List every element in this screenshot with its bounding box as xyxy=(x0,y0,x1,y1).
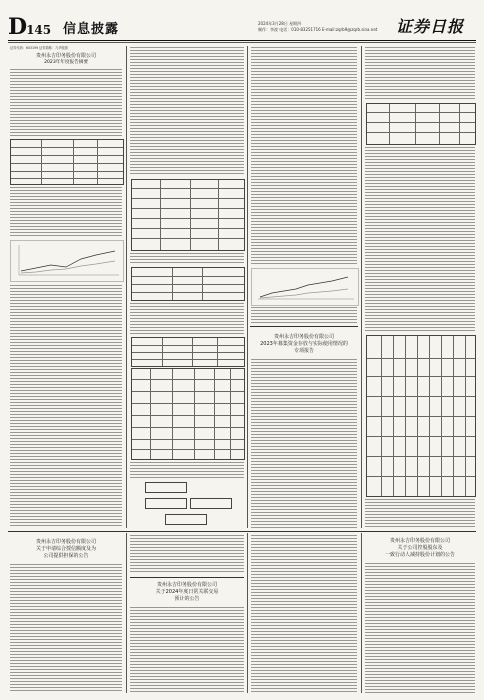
masthead-rule-thin xyxy=(8,42,476,43)
top-left-company: 贵州永吉印务股份有限公司 xyxy=(10,53,122,59)
column-divider xyxy=(247,533,248,693)
text-block xyxy=(130,302,244,334)
text-block xyxy=(130,461,244,479)
text-block xyxy=(10,68,122,136)
text-block xyxy=(251,534,357,693)
text-block xyxy=(365,562,475,693)
bottom-left-title-line1: 关于申请综合授信额度及为 xyxy=(10,546,122,552)
org-chart-box xyxy=(190,498,232,509)
bottom-right-title-line1: 关于公司控股股东及 xyxy=(365,545,475,551)
text-block xyxy=(251,306,357,324)
bottom-center-company: 贵州永吉印务股份有限公司 xyxy=(131,582,243,588)
article-divider xyxy=(250,326,358,327)
column-divider xyxy=(361,533,362,693)
data-table xyxy=(131,337,245,367)
org-chart-box xyxy=(145,498,187,509)
bottom-center-title-line1: 关于2024年度日常关联交易 xyxy=(131,589,243,595)
bottom-left-company: 贵州永吉印务股份有限公司 xyxy=(10,539,122,545)
bottom-right-title-line2: 一致行动人减持股份计划的公告 xyxy=(365,552,475,558)
masthead-rule xyxy=(8,40,476,41)
data-table xyxy=(131,179,245,251)
column-divider xyxy=(361,46,362,528)
center-title-line2: 专项报告 xyxy=(252,348,356,354)
text-block xyxy=(365,146,475,332)
text-block xyxy=(365,46,475,100)
text-block xyxy=(10,284,122,527)
top-left-title: 2023年年度报告摘要 xyxy=(10,60,122,66)
text-block xyxy=(130,252,244,264)
page-number: D145 xyxy=(8,14,52,40)
center-company: 贵州永吉印务股份有限公司 xyxy=(252,334,356,340)
column-divider xyxy=(247,46,248,528)
line-chart-svg xyxy=(11,241,123,281)
org-chart-box xyxy=(165,514,207,525)
large-table xyxy=(366,335,476,497)
text-block xyxy=(365,498,475,528)
masthead xyxy=(0,0,484,40)
org-chart-box xyxy=(145,482,187,493)
contact-line: 制作：李波 电话：010-83251716 E-mail:zqrb9@zqrb.sina.net xyxy=(258,27,378,32)
masthead-meta xyxy=(258,21,377,33)
text-block xyxy=(130,534,244,574)
column-divider xyxy=(126,46,127,528)
center-title-line1: 2023年募集资金存放与实际使用情况的 xyxy=(252,341,356,347)
bottom-left-title-line2: 公司提供担保的公告 xyxy=(10,553,122,559)
data-table xyxy=(131,267,245,301)
area-chart-svg xyxy=(252,269,358,305)
line-chart xyxy=(10,240,124,282)
center-code xyxy=(252,329,356,333)
area-chart xyxy=(251,268,359,306)
bottom-right-company: 贵州永吉印务股份有限公司 xyxy=(365,538,475,544)
section-title: 信息披露 xyxy=(63,22,120,37)
text-block xyxy=(10,186,122,236)
text-block xyxy=(10,563,122,693)
bottom-center-title-line2: 预计的公告 xyxy=(131,596,243,602)
column-divider xyxy=(126,533,127,693)
article-divider xyxy=(130,577,244,578)
text-block xyxy=(251,358,357,528)
text-block xyxy=(251,46,357,266)
bottom-left-code xyxy=(10,534,122,538)
text-block xyxy=(130,46,244,176)
bottom-band-rule xyxy=(8,531,476,532)
newspaper-logo: 证券日报 xyxy=(396,17,465,36)
data-table xyxy=(131,368,245,460)
top-left-code: 证券代码：603199 证券简称：九华旅游 xyxy=(10,46,120,50)
text-block xyxy=(130,606,244,693)
date-line: 2024年3月28日 星期四 xyxy=(258,21,302,26)
financial-table xyxy=(10,139,124,185)
data-table xyxy=(366,103,476,145)
